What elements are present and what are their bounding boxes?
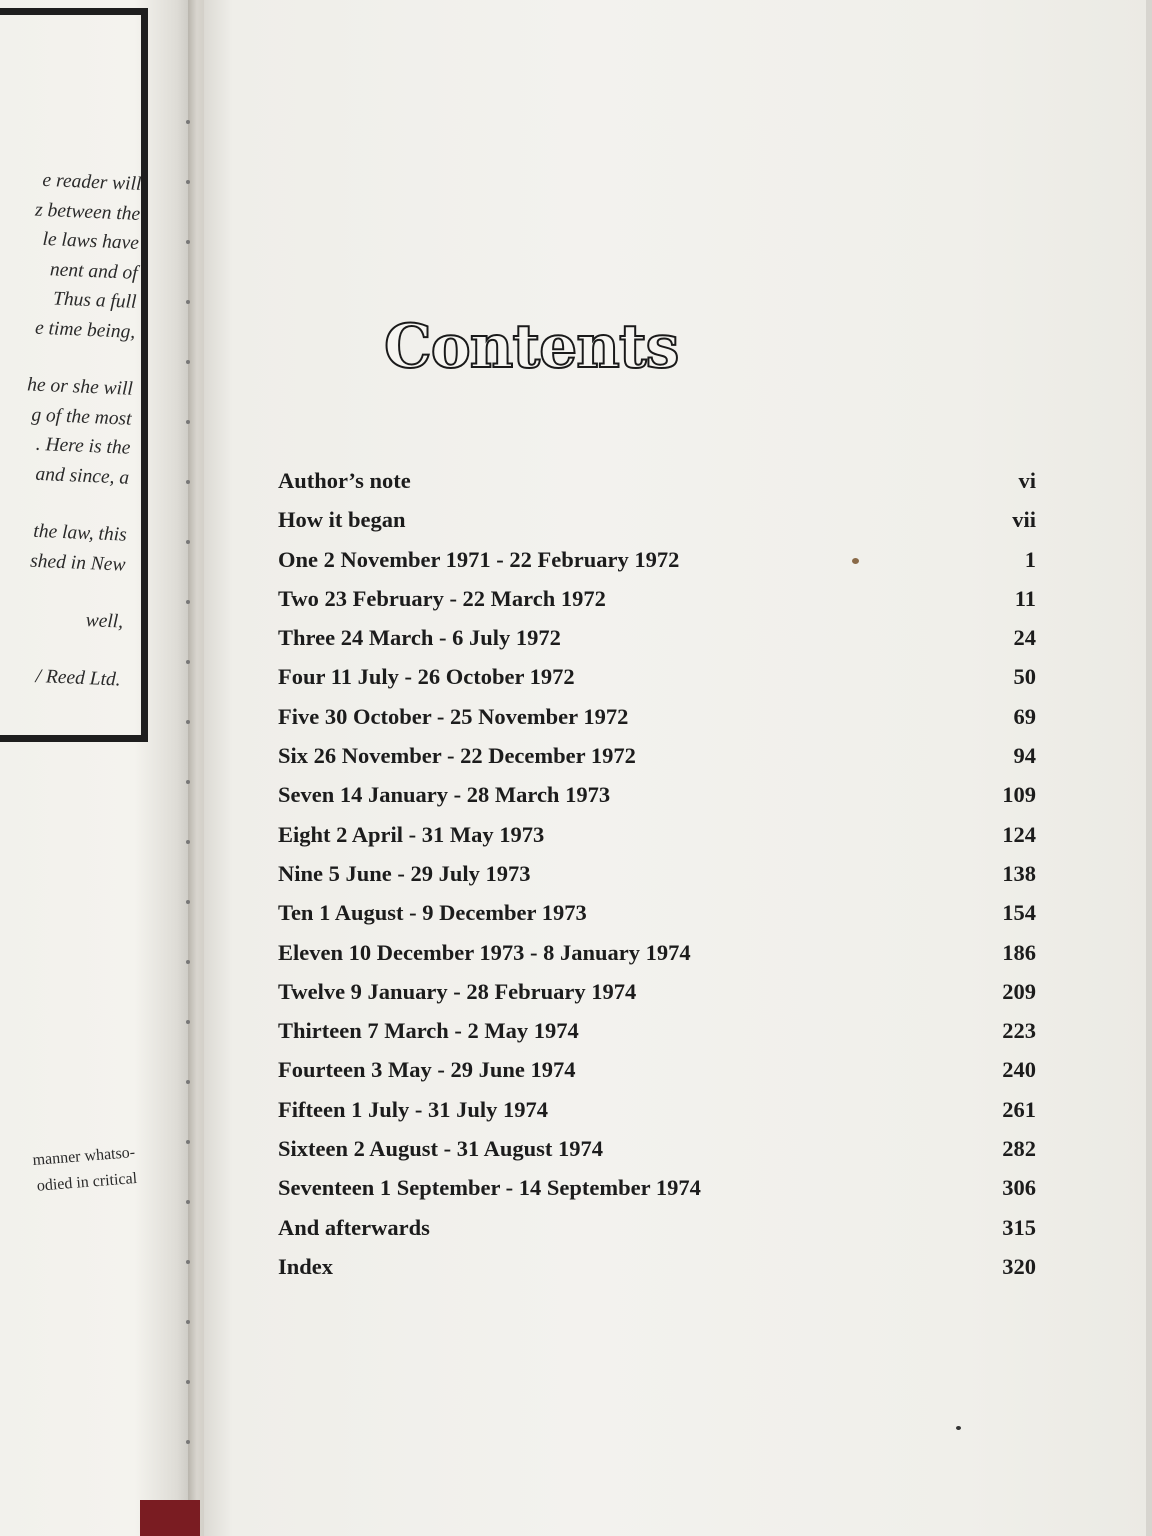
- toc-entry-title: Index: [278, 1253, 334, 1279]
- toc-entry-title: Four 11 July - 26 October 1972: [278, 664, 575, 690]
- toc-entry: [278, 462, 1038, 501]
- toc-entry-page-number: 223: [1002, 1018, 1036, 1044]
- stitch-dot: [186, 240, 190, 244]
- left-page-bottom-text: [0, 1140, 138, 1211]
- stitch-dot: [186, 120, 190, 124]
- toc-entry: [278, 501, 1038, 540]
- stitch-dot: [186, 180, 190, 184]
- toc-entry: [278, 776, 1038, 815]
- toc-entry-title: Eleven 10 December 1973 - 8 January 1974: [278, 939, 691, 965]
- toc-entry-title: Five 30 October - 25 November 1972: [278, 703, 629, 729]
- stitch-dot: [186, 1200, 190, 1204]
- toc-entry: [278, 698, 1038, 737]
- left-text-line: g of the most: [31, 404, 133, 430]
- toc-entry-page-number: 261: [1002, 1096, 1036, 1122]
- left-text-line: the law, this: [32, 520, 128, 546]
- toc-entry: [278, 1012, 1038, 1051]
- toc-entry-page-number: 240: [1002, 1057, 1036, 1083]
- cover-corner: [140, 1500, 200, 1536]
- toc-entry: [278, 1209, 1038, 1248]
- toc-entry-title: Two 23 February - 22 March 1972: [278, 585, 606, 611]
- toc-entry-title: One 2 November 1971 - 22 February 1972: [278, 546, 680, 572]
- left-text-line: e reader will: [42, 169, 142, 195]
- toc-entry: [278, 658, 1038, 697]
- toc-entry: [278, 894, 1038, 933]
- toc-entry-title: Thirteen 7 March - 2 May 1974: [278, 1018, 579, 1044]
- toc-entry: [278, 580, 1038, 619]
- stitch-dot: [186, 840, 190, 844]
- table-of-contents: [278, 462, 1038, 1287]
- toc-entry-page-number: 24: [1013, 625, 1036, 651]
- left-text-line: Thus a full: [52, 288, 137, 313]
- toc-entry-title: Nine 5 June - 29 July 1973: [278, 860, 531, 886]
- stitch-dot: [186, 780, 190, 784]
- left-bottom-line: odied in critical: [36, 1169, 138, 1195]
- paper-speck: [956, 1426, 961, 1430]
- toc-entry-page-number: 138: [1002, 860, 1036, 886]
- toc-entry: [278, 1169, 1038, 1208]
- toc-entry-title: Seventeen 1 September - 14 September 1974: [278, 1175, 701, 1201]
- left-text-line: shed in New: [29, 550, 126, 576]
- toc-entry: [278, 1248, 1038, 1287]
- toc-entry-title: Twelve 9 January - 28 February 1974: [278, 978, 637, 1004]
- toc-entry-page-number: 50: [1013, 664, 1036, 690]
- toc-entry-page-number: 124: [1002, 821, 1036, 847]
- toc-entry: [278, 1091, 1038, 1130]
- toc-entry-page-number: vi: [1018, 468, 1036, 493]
- toc-entry-title: How it began: [278, 507, 406, 533]
- left-text-line: he or she will: [26, 374, 134, 400]
- toc-entry-page-number: 1: [1024, 546, 1036, 572]
- stitch-dot: [186, 1320, 190, 1324]
- toc-entry-page-number: 209: [1002, 978, 1036, 1004]
- toc-entry: [278, 855, 1038, 894]
- toc-entry-page-number: 306: [1002, 1175, 1036, 1201]
- left-text-line: / Reed Ltd.: [35, 665, 122, 691]
- toc-entry-page-number: 94: [1013, 743, 1036, 769]
- toc-entry: [278, 737, 1038, 776]
- toc-entry-page-number: vii: [1012, 507, 1036, 533]
- stitch-dot: [186, 1260, 190, 1264]
- toc-entry: [278, 973, 1038, 1012]
- left-text-line: and since, a: [35, 463, 130, 489]
- toc-entry-page-number: 69: [1013, 703, 1036, 729]
- toc-entry: [278, 934, 1038, 973]
- toc-entry-page-number: 320: [1002, 1253, 1036, 1279]
- toc-entry-title: Ten 1 August - 9 December 1973: [278, 900, 587, 926]
- left-page-text: [0, 159, 142, 694]
- page-title: Contents: [384, 312, 679, 382]
- stitch-dot: [186, 900, 190, 904]
- stitch-dot: [186, 1380, 190, 1384]
- toc-entry: [278, 816, 1038, 855]
- left-text-line: z between the: [34, 199, 141, 225]
- left-facing-page: [0, 0, 192, 1536]
- left-text-line: well,: [85, 610, 124, 633]
- toc-entry: [278, 619, 1038, 658]
- toc-entry-page-number: 11: [1014, 585, 1036, 611]
- binding-stitches: [184, 0, 192, 1536]
- toc-entry-title: Sixteen 2 August - 31 August 1974: [278, 1136, 604, 1162]
- toc-entry-title: Fourteen 3 May - 29 June 1974: [278, 1057, 576, 1083]
- toc-entry-title: Author’s note: [278, 468, 411, 493]
- stitch-dot: [186, 1020, 190, 1024]
- toc-entry-title: Six 26 November - 22 December 1972: [278, 743, 636, 769]
- toc-entry-title: And afterwards: [278, 1214, 430, 1240]
- paper-speck: [852, 558, 859, 564]
- toc-entry-title: Eight 2 April - 31 May 1973: [278, 821, 545, 847]
- stitch-dot: [186, 960, 190, 964]
- toc-entry-page-number: 154: [1002, 900, 1036, 926]
- left-text-line: nent and of: [49, 258, 139, 284]
- left-bottom-line: manner whatso-: [31, 1143, 136, 1169]
- stitch-dot: [186, 1440, 190, 1444]
- stitch-dot: [186, 660, 190, 664]
- toc-entry-title: Fifteen 1 July - 31 July 1974: [278, 1096, 548, 1122]
- toc-entry: [278, 1130, 1038, 1169]
- toc-entry-page-number: 186: [1002, 939, 1036, 965]
- page-edge: [1146, 0, 1152, 1536]
- stitch-dot: [186, 360, 190, 364]
- toc-entry-title: Seven 14 January - 28 March 1973: [278, 782, 611, 808]
- stitch-dot: [186, 720, 190, 724]
- toc-entry-page-number: 282: [1002, 1136, 1036, 1162]
- stitch-dot: [186, 420, 190, 424]
- stitch-dot: [186, 600, 190, 604]
- stitch-dot: [186, 540, 190, 544]
- toc-entry-page-number: 315: [1002, 1214, 1036, 1240]
- toc-entry-page-number: 109: [1002, 782, 1036, 808]
- toc-entry: [278, 541, 1038, 580]
- stitch-dot: [186, 480, 190, 484]
- toc-entry: [278, 1051, 1038, 1090]
- stitch-dot: [186, 1140, 190, 1144]
- left-text-line: . Here is the: [35, 433, 131, 459]
- toc-entry-title: Three 24 March - 6 July 1972: [278, 625, 561, 651]
- stitch-dot: [186, 300, 190, 304]
- left-text-line: e time being,: [34, 317, 136, 343]
- left-text-line: le laws have: [42, 228, 140, 254]
- stitch-dot: [186, 1080, 190, 1084]
